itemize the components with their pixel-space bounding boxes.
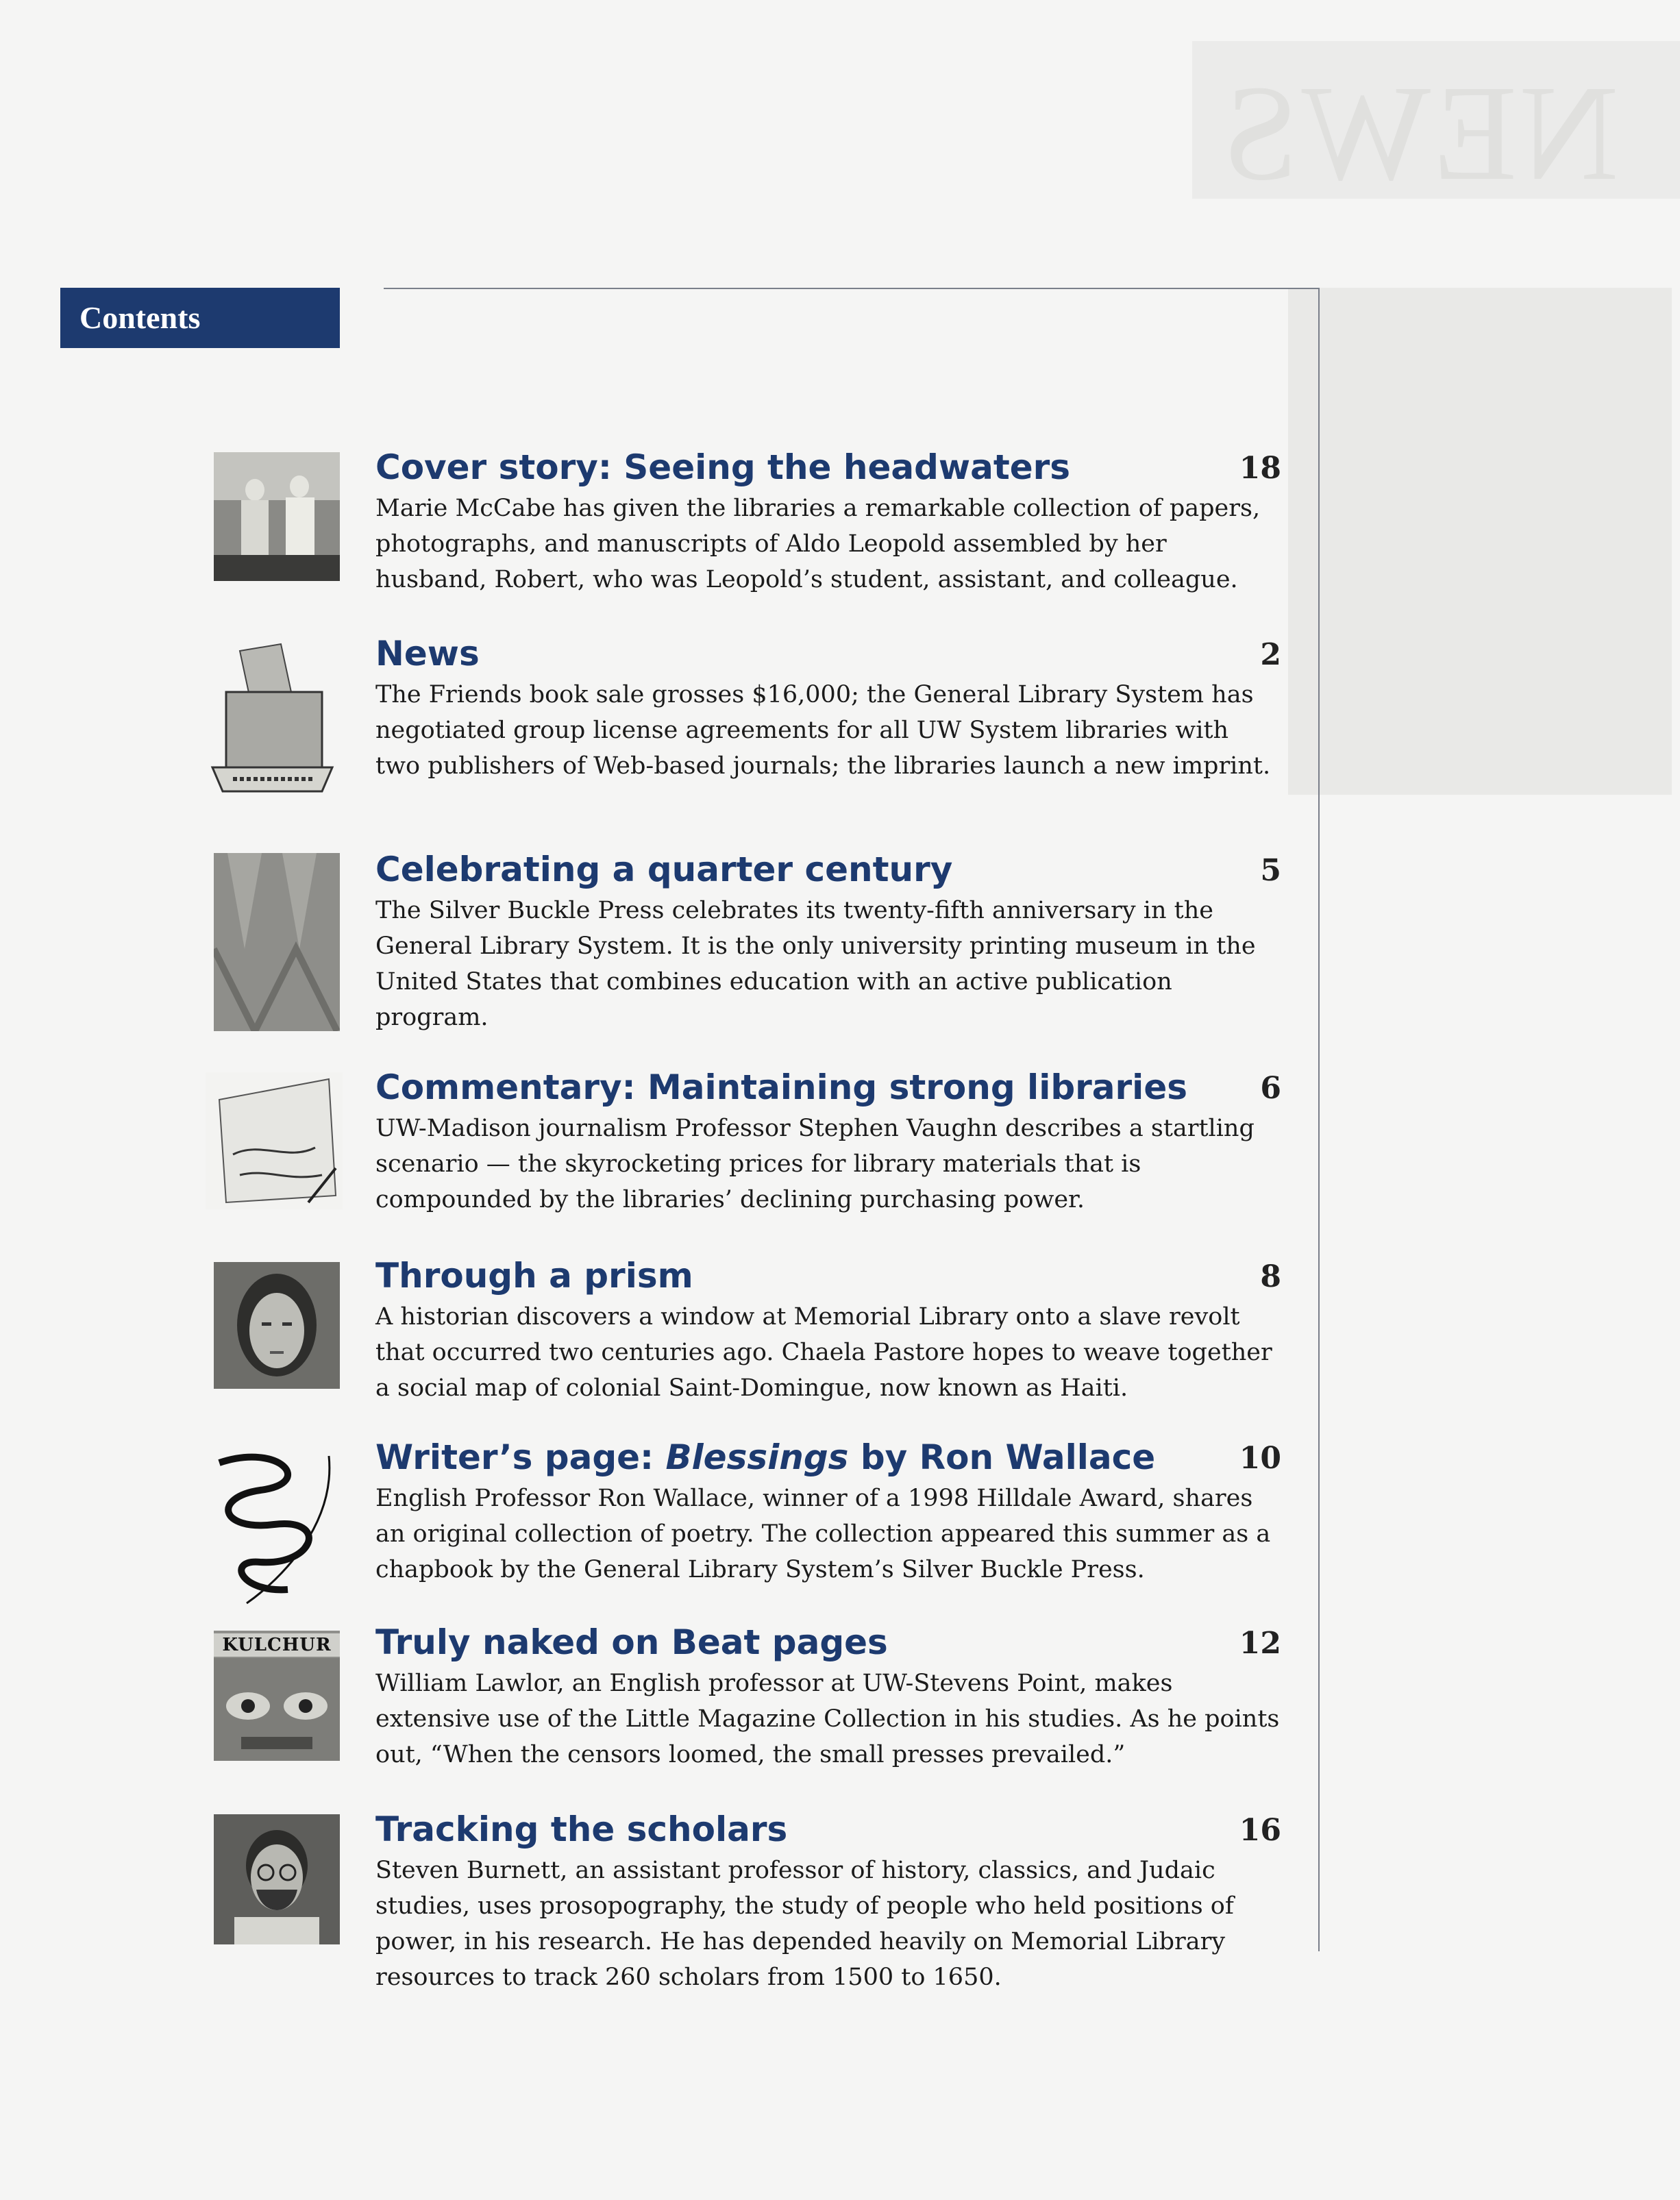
writers-page-illustration bbox=[199, 1442, 346, 1607]
entry-title-prefix: Writer’s page: bbox=[375, 1437, 666, 1477]
eyes-cover-art-icon bbox=[214, 1658, 340, 1761]
entry-page-number: 12 bbox=[1239, 1626, 1281, 1661]
entry-title-italic: Blessings bbox=[665, 1437, 849, 1477]
entry-celebrating[interactable] bbox=[375, 848, 1280, 1035]
entry-description: A historian discovers a window at Memorial Library onto a slave revolt that occurred two centuries ago. Chaela Pastore hopes to weave together a social map of colonial Saint-Domingue, now known as Haiti. bbox=[375, 1303, 1272, 1402]
scholars-portrait bbox=[214, 1814, 340, 1944]
prism-portrait bbox=[214, 1262, 340, 1389]
news-illustration bbox=[199, 637, 343, 805]
ghost-news-backprint: NEWS bbox=[1192, 41, 1680, 199]
entry-title[interactable]: Commentary: Maintaining strong libraries bbox=[375, 1067, 1187, 1107]
entry-title[interactable]: Cover story: Seeing the headwaters bbox=[375, 447, 1071, 487]
entry-page-number: 2 bbox=[1260, 637, 1281, 672]
entry-description: The Silver Buckle Press celebrates its twenty-fifth anniversary in the General Library System. It is the only university printing museum in the United States that combines education with an active publication program. bbox=[375, 897, 1256, 1031]
woman-portrait-icon bbox=[214, 1262, 340, 1389]
entry-title[interactable]: News bbox=[375, 634, 480, 673]
entry-commentary[interactable] bbox=[375, 1065, 1280, 1218]
entry-title[interactable]: Truly naked on Beat pages bbox=[375, 1622, 888, 1662]
entry-cover-story[interactable] bbox=[375, 445, 1280, 597]
kulchur-masthead: KULCHUR bbox=[214, 1633, 340, 1657]
contents-header: Contents bbox=[60, 288, 340, 348]
entry-description: Marie McCabe has given the libraries a remarkable collection of papers, photographs, and manuscripts of Aldo Leopold assembled by her husband, Robert, who was Leopold’s student, assistant, and colleague. bbox=[375, 495, 1261, 593]
quarter-century-image bbox=[214, 853, 340, 1031]
entry-title-suffix: by Ron Wallace bbox=[848, 1437, 1156, 1477]
commentary-illustration bbox=[206, 1072, 343, 1209]
entry-prism[interactable] bbox=[375, 1254, 1280, 1406]
kulchur-cover bbox=[214, 1631, 340, 1761]
cover-story-photo bbox=[214, 452, 340, 581]
entry-page-number: 16 bbox=[1239, 1813, 1281, 1848]
entry-page-number: 10 bbox=[1239, 1441, 1281, 1476]
entry-page-number: 6 bbox=[1260, 1071, 1281, 1106]
entry-title[interactable] bbox=[375, 1435, 1280, 1479]
hands-drawing-icon bbox=[206, 1072, 343, 1209]
entry-page-number: 5 bbox=[1260, 853, 1281, 888]
entry-page-number: 8 bbox=[1260, 1259, 1281, 1294]
buckle-pattern-icon bbox=[214, 853, 340, 1031]
entry-title[interactable]: Celebrating a quarter century bbox=[375, 850, 953, 889]
two-men-photo-icon bbox=[214, 452, 340, 581]
entry-description: The Friends book sale grosses $16,000; the General Library System has negotiated group license agreements for all UW System libraries with two publishers of Web-based journals; the libraries launch a new imprint. bbox=[375, 681, 1271, 780]
entry-description: UW-Madison journalism Professor Stephen Vaughn describes a startling scenario — the skyrocketing prices for library materials that is compounded by the libraries’ declining purchasing power. bbox=[375, 1115, 1255, 1213]
entry-description: English Professor Ron Wallace, winner of a 1998 Hilldale Award, shares an original collection of poetry. The collection appeared this summer as a chapbook by the General Library System’s Silver Buckle Press. bbox=[375, 1485, 1271, 1583]
entry-title[interactable]: Through a prism bbox=[375, 1256, 693, 1296]
entry-description: Steven Burnett, an assistant professor of history, classics, and Judaic studies, uses prosopography, the study of people who held positions of power, in his research. He has depended heavily on Memorial Library resources to track 260 scholars from 1500 to 1650. bbox=[375, 1857, 1234, 1991]
entry-page-number: 18 bbox=[1239, 451, 1281, 486]
entry-title[interactable]: Tracking the scholars bbox=[375, 1809, 788, 1849]
entry-writers-page[interactable] bbox=[375, 1435, 1280, 1587]
squiggle-line-icon bbox=[199, 1442, 346, 1607]
entry-scholars[interactable] bbox=[375, 1807, 1280, 1995]
entry-description: William Lawlor, an English professor at UW-Stevens Point, makes extensive use of the Little Magazine Collection in his studies. As he points out, “When the censors loomed, the small presses prevailed.” bbox=[375, 1670, 1280, 1768]
ghost-photo-backprint bbox=[1288, 288, 1672, 795]
typewriter-icon bbox=[199, 637, 343, 805]
entry-news[interactable] bbox=[375, 632, 1280, 784]
bearded-man-portrait-icon bbox=[214, 1814, 340, 1944]
entry-beat-pages[interactable] bbox=[375, 1620, 1280, 1772]
